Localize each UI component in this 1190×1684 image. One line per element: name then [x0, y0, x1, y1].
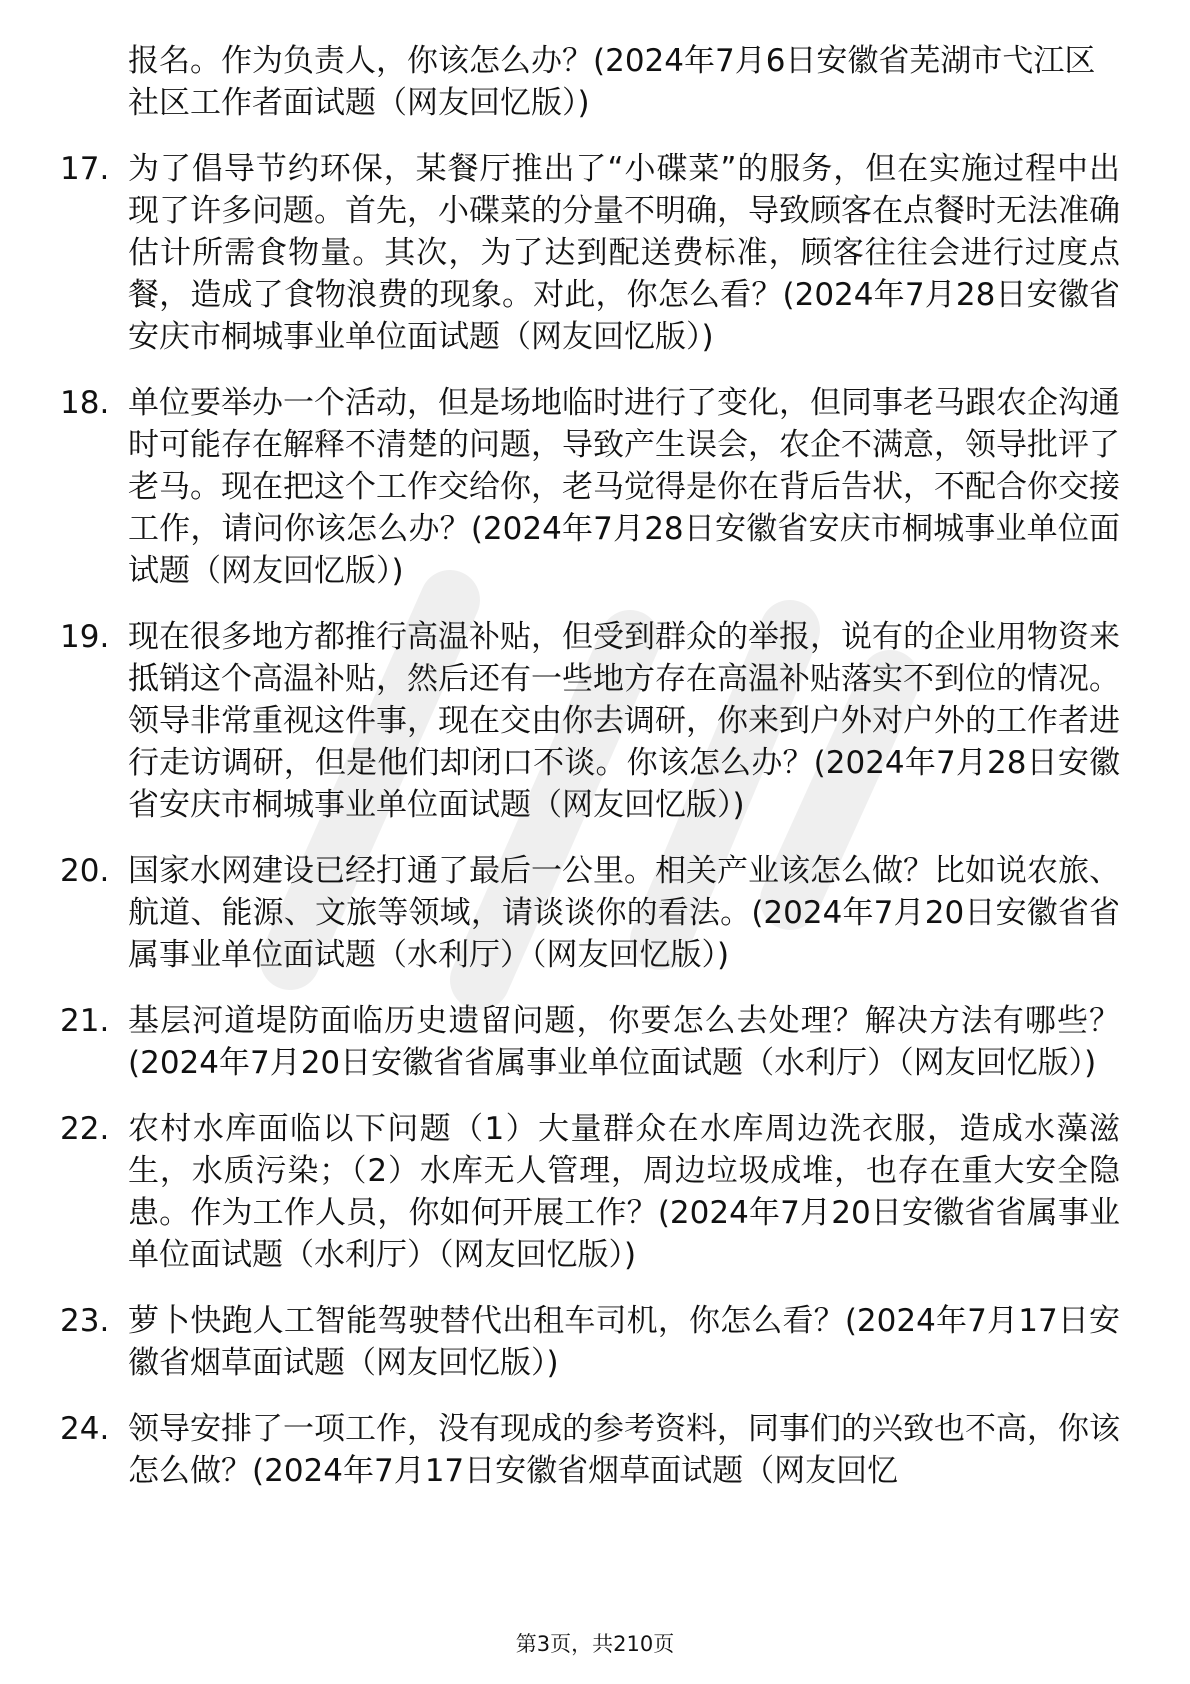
question-number: 22. [60, 1111, 110, 1147]
question-item [60, 1408, 1120, 1492]
document-body [60, 40, 1120, 1516]
question-number: 23. [60, 1303, 110, 1339]
question-text: 领导安排了一项工作，没有现成的参考资料，同事们的兴致也不高，你该怎么做？(2024年7月17日安徽省烟草面试题（网友回忆 [128, 1411, 1120, 1489]
question-item [60, 148, 1120, 358]
question-text: 萝卜快跑人工智能驾驶替代出租车司机，你怎么看？(2024年7月17日安徽省烟草面试题（网友回忆版）) [128, 1303, 1120, 1381]
question-number: 24. [60, 1411, 110, 1447]
question-number: 18. [60, 385, 110, 421]
question-number: 17. [60, 151, 110, 187]
question-number: 21. [60, 1003, 110, 1039]
question-number: 19. [60, 619, 110, 655]
question-text: 基层河道堤防面临历史遗留问题，你要怎么去处理？解决方法有哪些？(2024年7月20日安徽省省属事业单位面试题（水利厅）（网友回忆版）) [128, 1003, 1120, 1081]
page-footer: 第3页，共210页 [515, 1632, 675, 1656]
question-item [60, 1300, 1120, 1384]
question-item [60, 382, 1120, 592]
question-text: 现在很多地方都推行高温补贴，但受到群众的举报，说有的企业用物资来抵销这个高温补贴，然后还有一些地方存在高温补贴落实不到位的情况。领导非常重视这件事，现在交由你去调研，你来到户外对户外的工作者进行走访调研，但是他们却闭口不谈。你该怎么办？(2024年7月28日安徽省安庆市桐城事业单位面试题（网友回忆版）) [128, 619, 1120, 823]
continued-question-text: 报名。作为负责人，你该怎么办？(2024年7月6日安徽省芜湖市弋江区社区工作者面试题（网友回忆版）) [128, 43, 1096, 121]
question-text: 国家水网建设已经打通了最后一公里。相关产业该怎么做？比如说农旅、航道、能源、文旅等领域，请谈谈你的看法。(2024年7月20日安徽省省属事业单位面试题（水利厅）（网友回忆版）) [128, 853, 1120, 973]
question-text: 为了倡导节约环保，某餐厅推出了“小碟菜”的服务，但在实施过程中出现了许多问题。首先，小碟菜的分量不明确，导致顾客在点餐时无法准确估计所需食物量。其次，为了达到配送费标准，顾客往往会进行过度点餐，造成了食物浪费的现象。对此，你怎么看？(2024年7月28日安徽省安庆市桐城事业单位面试题（网友回忆版）) [128, 151, 1120, 355]
question-number: 20. [60, 853, 110, 889]
question-item [60, 850, 1120, 976]
question-item [60, 1000, 1120, 1084]
question-item [60, 616, 1120, 826]
question-item [60, 1108, 1120, 1276]
question-text: 单位要举办一个活动，但是场地临时进行了变化，但同事老马跟农企沟通时可能存在解释不清楚的问题，导致产生误会，农企不满意，领导批评了老马。现在把这个工作交给你，老马觉得是你在背后告状，不配合你交接工作，请问你该怎么办？(2024年7月28日安徽省安庆市桐城事业单位面试题（网友回忆版）) [128, 385, 1120, 589]
question-text: 农村水库面临以下问题（1）大量群众在水库周边洗衣服，造成水藻滋生，水质污染；（2）水库无人管理，周边垃圾成堆，也存在重大安全隐患。作为工作人员，你如何开展工作？(2024年7月20日安徽省省属事业单位面试题（水利厅）（网友回忆版）) [128, 1111, 1120, 1273]
